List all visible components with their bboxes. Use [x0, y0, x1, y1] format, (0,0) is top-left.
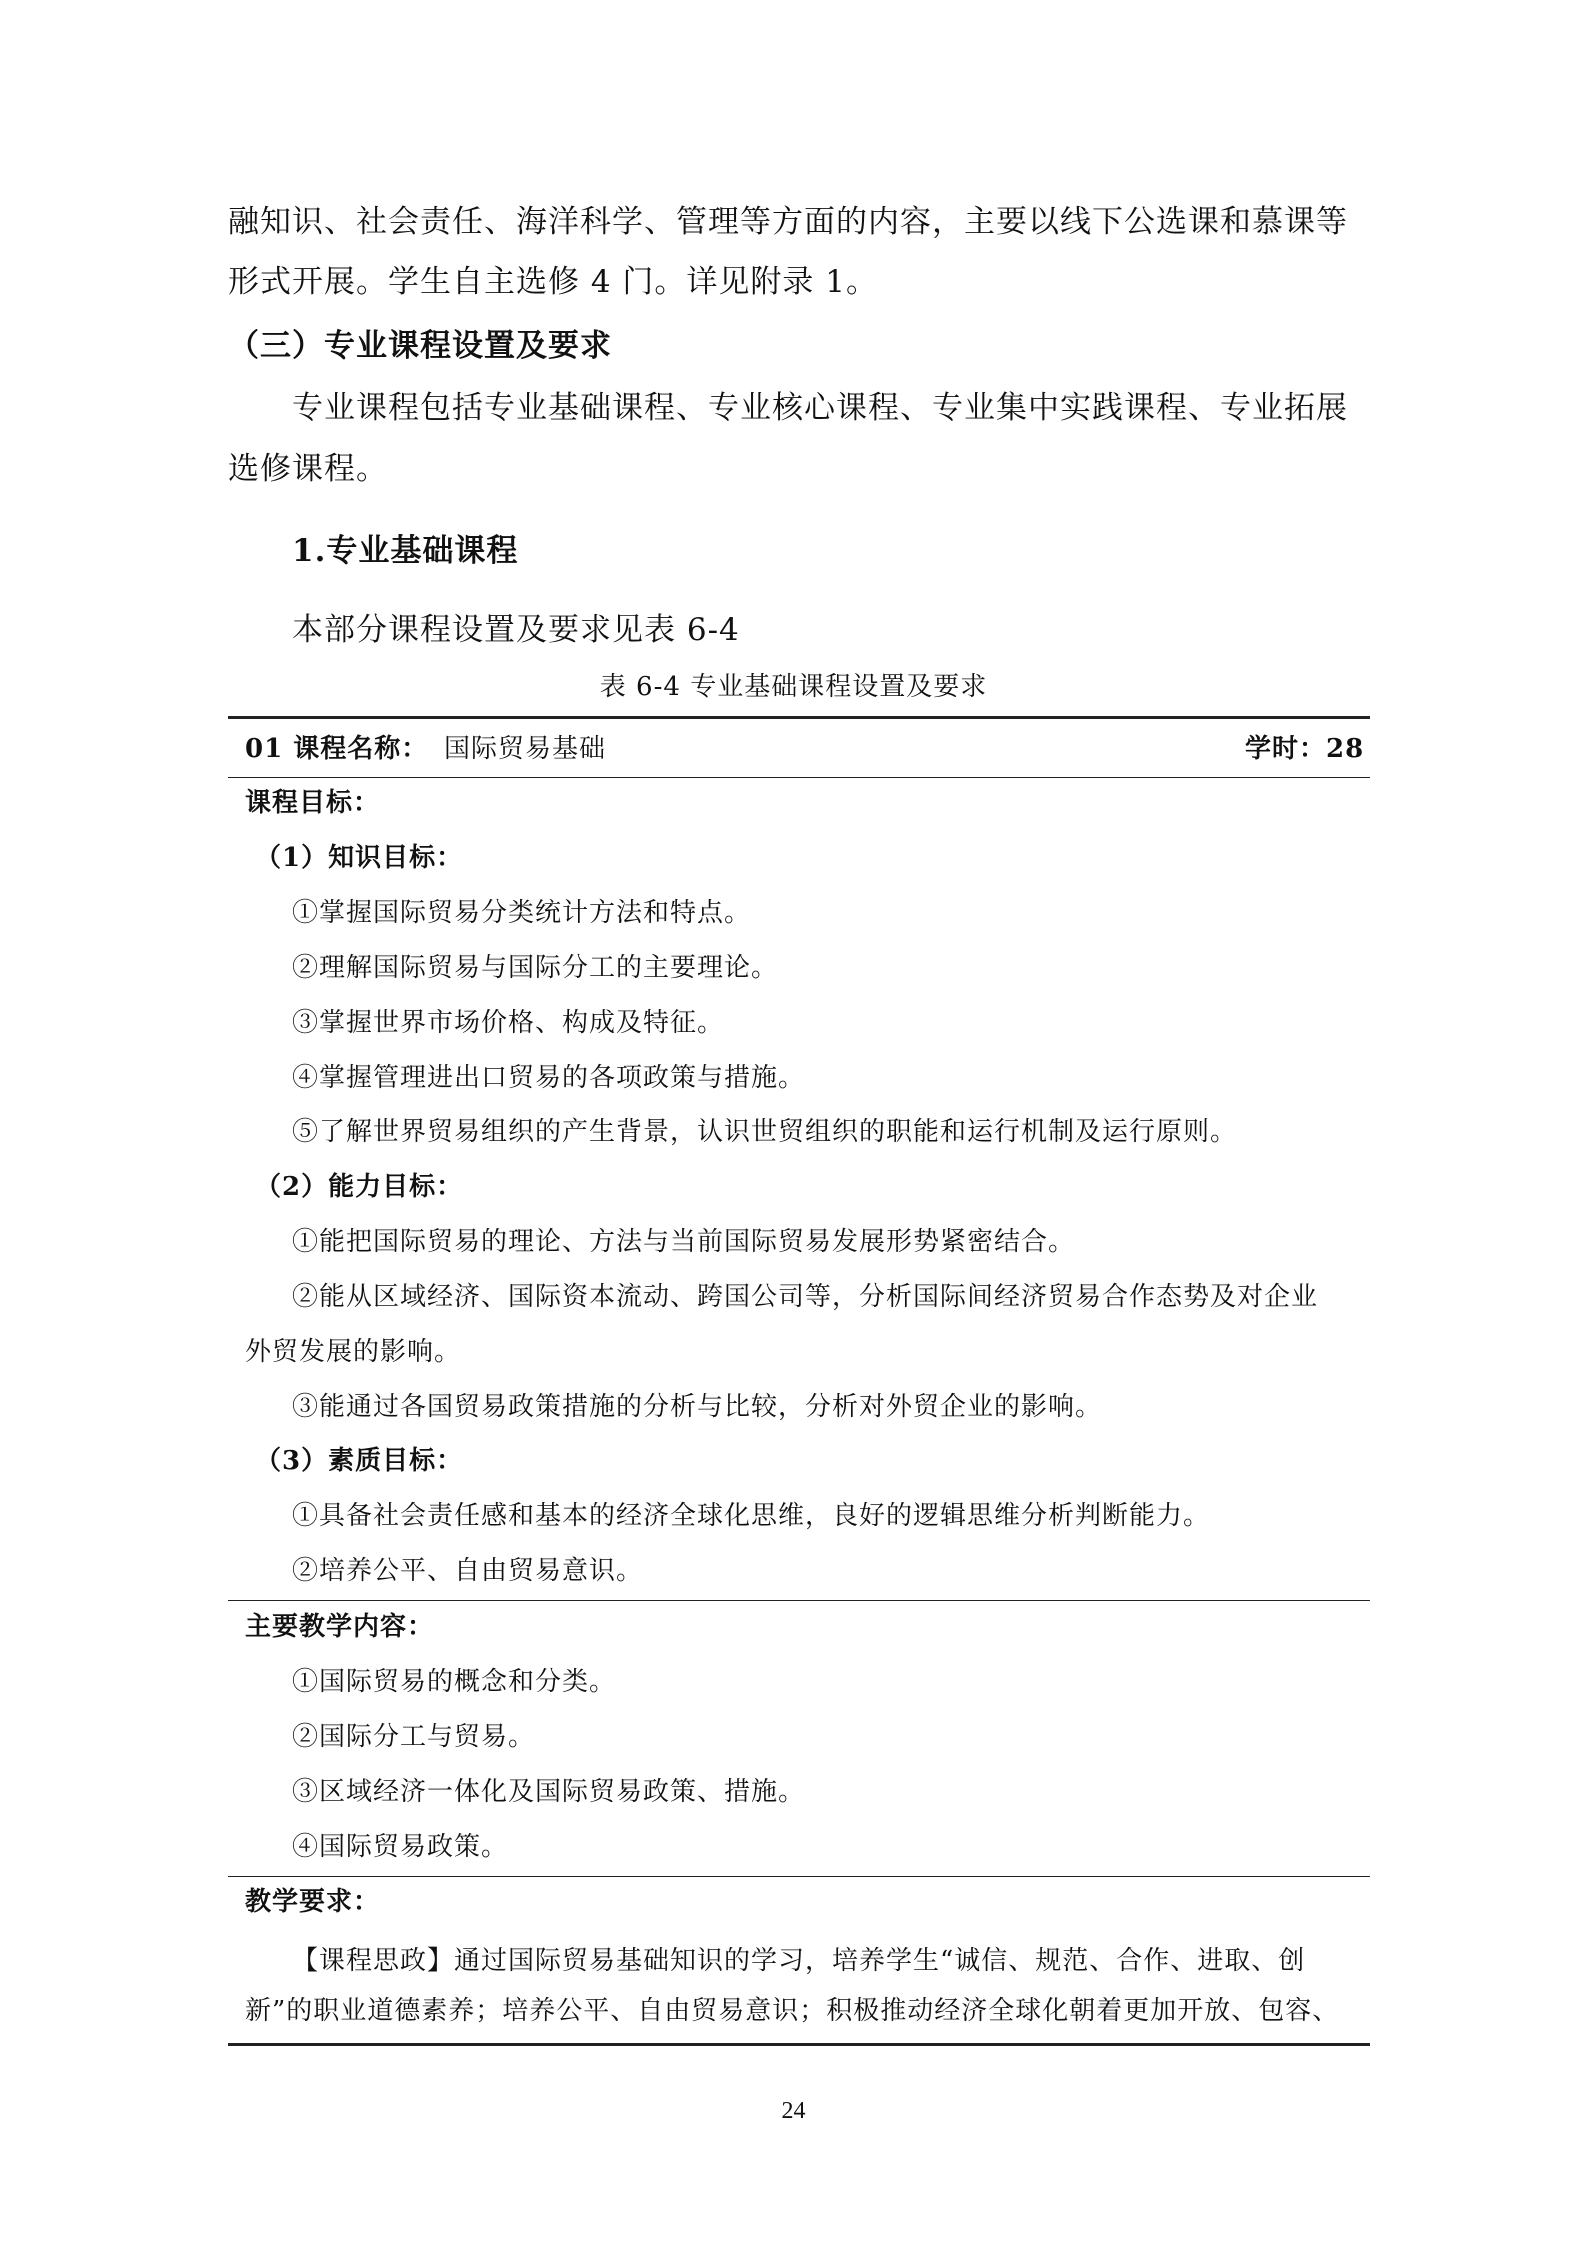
table-row-rule-2: [228, 1600, 1370, 1601]
ability-item: ①能把国际贸易的理论、方法与当前国际贸易发展形势紧密结合。: [292, 1227, 1076, 1257]
knowledge-item: ④掌握管理进出口贸易的各项政策与措施。: [292, 1063, 806, 1093]
knowledge-item: ⑤了解世界贸易组织的产生背景，认识世贸组织的职能和运行机制及运行原则。: [292, 1117, 1238, 1147]
requirements-line: 新”的职业道德素养；培养公平、自由贸易意识；积极推动经济全球化朝着更加开放、包容、: [245, 1996, 1340, 2026]
table-row-rule-3: [228, 1876, 1370, 1877]
table-top-rule: [228, 716, 1370, 719]
requirements-label: 教学要求：: [245, 1887, 381, 1917]
subsection-para: 本部分课程设置及要求见表 6-4: [292, 612, 740, 648]
knowledge-item: ①掌握国际贸易分类统计方法和特点。: [292, 898, 752, 928]
course-label: 01 课程名称：: [245, 734, 429, 764]
table-bottom-rule: [228, 2043, 1370, 2046]
ability-item: ②能从区域经济、国际资本流动、跨国公司等，分析国际间经济贸易合作态势及对企业: [292, 1282, 1319, 1312]
content-item: ①国际贸易的概念和分类。: [292, 1667, 617, 1697]
section-para-line-2: 选修课程。: [228, 451, 388, 487]
subsection-heading: 1.专业基础课程: [292, 533, 519, 569]
quality-item: ②培养公平、自由贸易意识。: [292, 1556, 644, 1586]
knowledge-item: ③掌握世界市场价格、构成及特征。: [292, 1008, 725, 1038]
quality-label: （3）素质目标：: [255, 1446, 464, 1476]
content-item: ③区域经济一体化及国际贸易政策、措施。: [292, 1777, 806, 1807]
content-item: ②国际分工与贸易。: [292, 1722, 536, 1752]
knowledge-label: （1）知识目标：: [255, 843, 464, 873]
section-para-line-1: 专业课程包括专业基础课程、专业核心课程、专业集中实践课程、专业拓展: [292, 390, 1348, 426]
knowledge-item: ②理解国际贸易与国际分工的主要理论。: [292, 953, 779, 983]
table-caption: 表 6-4 专业基础课程设置及要求: [599, 672, 988, 702]
ability-item: ③能通过各国贸易政策措施的分析与比较，分析对外贸企业的影响。: [292, 1392, 1103, 1422]
page-number: 24: [781, 2098, 806, 2124]
content-item: ④国际贸易政策。: [292, 1832, 509, 1862]
objectives-label: 课程目标：: [245, 788, 381, 818]
intro-line-1: 融知识、社会责任、海洋科学、管理等方面的内容，主要以线下公选课和慕课等: [228, 204, 1348, 240]
intro-line-2: 形式开展。学生自主选修 4 门。详见附录 1。: [228, 264, 879, 300]
content-label: 主要教学内容：: [245, 1612, 435, 1642]
course-hours: 学时：28: [1245, 734, 1365, 764]
quality-item: ①具备社会责任感和基本的经济全球化思维，良好的逻辑思维分析判断能力。: [292, 1501, 1211, 1531]
course-name: 国际贸易基础: [444, 734, 607, 764]
ability-label: （2）能力目标：: [255, 1172, 464, 1202]
requirements-line: 【课程思政】通过国际贸易基础知识的学习，培养学生“诚信、规范、合作、进取、创: [292, 1946, 1306, 1976]
ability-item: 外贸发展的影响。: [245, 1337, 462, 1367]
table-row-rule-1: [228, 777, 1370, 778]
section-heading: （三）专业课程设置及要求: [228, 328, 612, 364]
